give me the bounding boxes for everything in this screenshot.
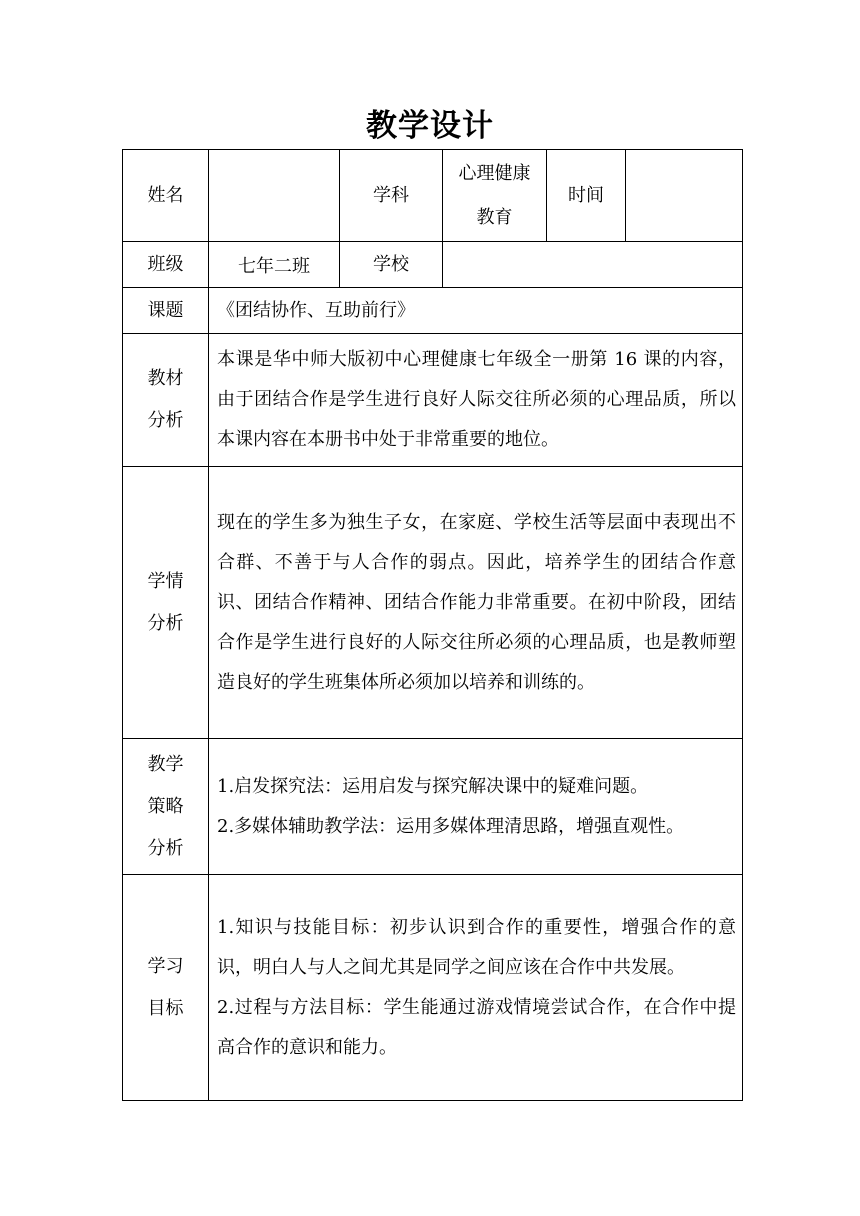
table-row <box>123 288 743 334</box>
student-analysis-text <box>209 467 743 739</box>
objective-item-1: 1.知识与技能目标：初步认识到合作的重要性，增强合作的意识，明白人与人之间尤其是同学之间应该在合作中共发展。 <box>217 916 736 978</box>
textbook-analysis-paragraph: 本课是华中师大版初中心理健康七年级全一册第 16 课的内容，由于团结合作是学生进行良好人际交往所必须的心理品质，所以本课内容在本册书中处于非常重要的地位。 <box>217 349 736 450</box>
name-value <box>209 150 340 242</box>
textbook-label-line1: 教材 <box>147 368 184 389</box>
strategy-label-line1: 教学 <box>147 753 184 775</box>
strategy-item-2: 2.多媒体辅助教学法：运用多媒体理清思路，增强直观性。 <box>217 815 685 837</box>
textbook-analysis-text <box>209 334 743 467</box>
strategy-label-line2: 策略 <box>147 795 184 817</box>
subject-value-line2: 教育 <box>476 206 513 228</box>
subject-value <box>443 150 547 242</box>
subject-value-line1: 心理健康 <box>458 162 531 184</box>
table-row <box>123 242 743 288</box>
class-value: 七年二班 <box>209 242 340 288</box>
subject-label: 学科 <box>340 150 443 242</box>
student-analysis-paragraph: 现在的学生多为独生子女，在家庭、学校生活等层面中表现出不合群、不善于与人合作的弱点。因此，培养学生的团结合作意识、团结合作精神、团结合作能力非常重要。在初中阶段，团结合作是学生进行良好的人际交往所必须的心理品质，也是教师塑造良好的学生班集体所必须加以培养和训练的。 <box>217 511 736 693</box>
student-label-line1: 学情 <box>147 570 184 592</box>
table-row <box>123 467 743 739</box>
table-row <box>123 739 743 875</box>
textbook-analysis-label <box>123 334 209 467</box>
strategy-analysis-text <box>209 739 743 875</box>
student-analysis-label <box>123 467 209 739</box>
lesson-design-table <box>122 149 743 1101</box>
table-row <box>123 334 743 467</box>
strategy-analysis-label <box>123 739 209 875</box>
table-row <box>123 150 743 242</box>
table-row <box>123 875 743 1101</box>
strategy-label-line3: 分析 <box>147 837 184 859</box>
school-value <box>443 242 743 288</box>
time-value <box>626 150 743 242</box>
time-label: 时间 <box>547 150 626 242</box>
student-label-line2: 分析 <box>147 612 184 634</box>
topic-value: 《团结协作、互助前行》 <box>209 288 743 334</box>
strategy-item-1: 1.启发探究法：运用启发与探究解决课中的疑难问题。 <box>217 775 649 797</box>
name-label: 姓名 <box>123 150 209 242</box>
textbook-label-line2: 分析 <box>147 410 184 431</box>
page-title: 教学设计 <box>366 108 494 144</box>
objectives-label-line2: 目标 <box>147 997 184 1019</box>
topic-label: 课题 <box>123 288 209 334</box>
objectives-text <box>209 875 743 1101</box>
class-label: 班级 <box>123 242 209 288</box>
objective-item-2: 2.过程与方法目标：学生能通过游戏情境尝试合作，在合作中提高合作的意识和能力。 <box>217 996 736 1058</box>
objectives-label-line1: 学习 <box>147 955 184 977</box>
objectives-label <box>123 875 209 1101</box>
school-label: 学校 <box>340 242 443 288</box>
